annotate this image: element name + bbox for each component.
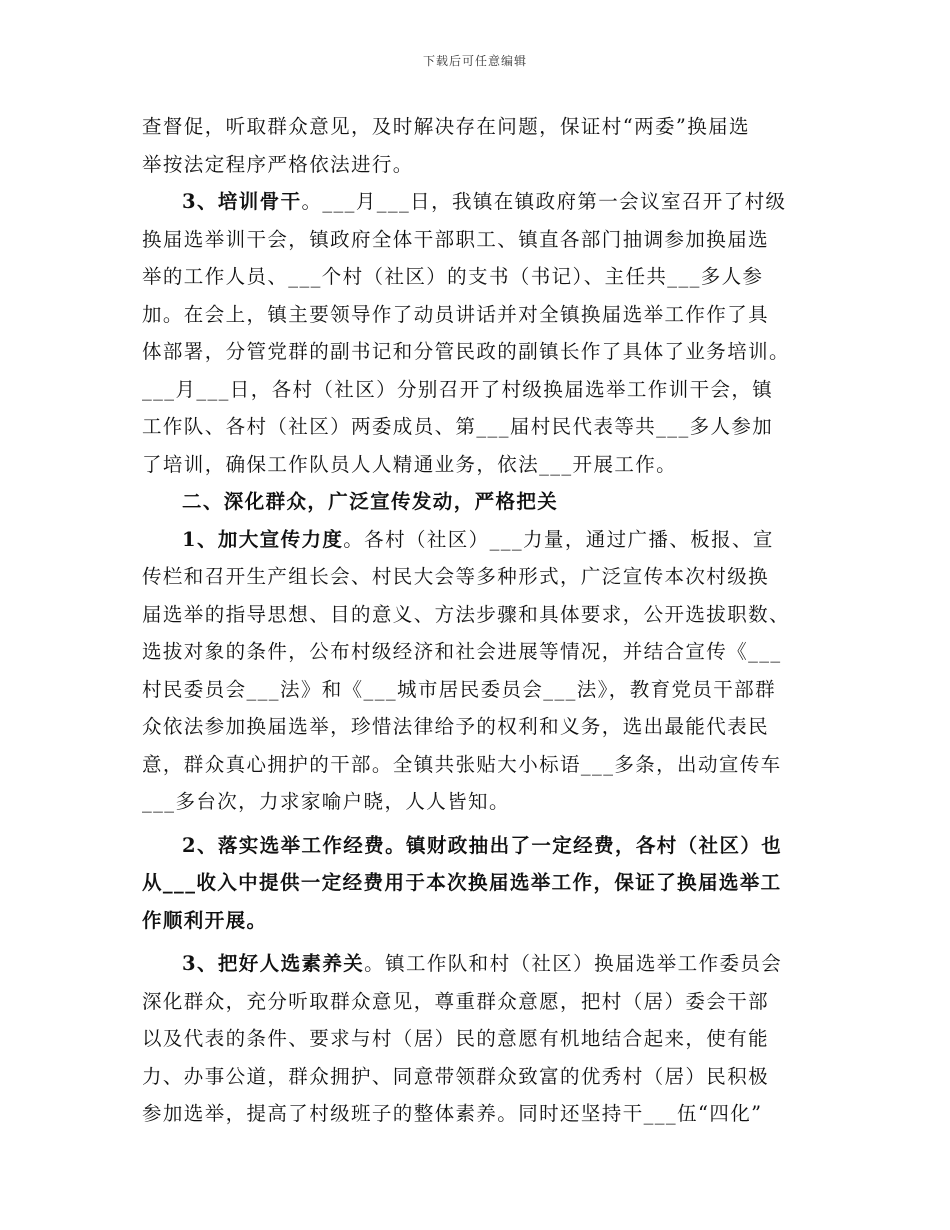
text-line bbox=[142, 146, 814, 184]
line-text: 传栏和召开生产组长会、村民大会等多种形式，广泛宣传本次村级换 bbox=[142, 565, 770, 588]
page-header: 下载后可任意编辑 bbox=[422, 54, 527, 68]
text-line bbox=[142, 108, 814, 146]
text-line bbox=[142, 1095, 814, 1133]
line-text: 从___收入中提供一定经费用于本次换届选举工作，保证了换届选举工 bbox=[142, 871, 782, 894]
line-text: 加。在会上，镇主要领导作了动员讲话并对全镇换届选举工作作了具 bbox=[142, 302, 770, 326]
line-text: 了培训，确保工作队员人人精通业务，依法___开展工作。 bbox=[142, 452, 678, 476]
line-text: 参加选举，提高了村级班子的整体素养。同时还坚持干___伍“四化” bbox=[142, 1102, 763, 1125]
line-text: 选拔对象的条件，公布村级经济和社会进展等情况，并结合宣传《___ bbox=[142, 640, 782, 663]
line-text: 届选举的指导思想、目的意义、方法步骤和具体要求，公开选拔职数、 bbox=[142, 602, 790, 626]
line-text: ___月___日，各村（社区）分别召开了村级换届选举工作训干会，镇 bbox=[142, 377, 774, 401]
line-text: 。各村（社区）___力量，通过广播、板报、宣 bbox=[343, 527, 774, 551]
text-line bbox=[142, 633, 814, 671]
text-line bbox=[142, 521, 814, 559]
text-line bbox=[142, 783, 814, 821]
line-text: 查督促，听取群众意见，及时解决存在问题，保证村“两委”换届选 bbox=[142, 115, 750, 138]
text-line bbox=[142, 371, 814, 409]
line-text: 意，群众真心拥护的干部。全镇共张贴大小标语___多条，出动宣传车 bbox=[142, 752, 782, 776]
line-text: 换届选举训干会，镇政府全体干部职工、镇直各部门抽调参加换届选 bbox=[142, 227, 770, 251]
text-line bbox=[142, 902, 814, 940]
text-line bbox=[142, 296, 814, 334]
line-text: 深化群众，充分听取群众意见，尊重群众意愿，把村（居）委会干部 bbox=[142, 989, 770, 1013]
text-line bbox=[142, 333, 814, 371]
line-lead: 1、加大宣传力度 bbox=[182, 527, 344, 551]
text-line bbox=[142, 446, 814, 484]
text-line bbox=[142, 746, 814, 784]
text-line bbox=[142, 596, 814, 634]
line-text: 作顺利开展。 bbox=[142, 908, 268, 932]
text-line bbox=[142, 983, 814, 1021]
text-line bbox=[142, 708, 814, 746]
line-text: ___多台次，力求家喻户晓，人人皆知。 bbox=[142, 790, 510, 813]
line-text: 举的工作人员、___个村（社区）的支书（书记）、主任共___多人参 bbox=[142, 265, 764, 288]
line-lead: 3、培训骨干 bbox=[182, 190, 302, 213]
text-line bbox=[142, 183, 814, 221]
text-line bbox=[142, 483, 814, 521]
text-line bbox=[142, 258, 814, 296]
text-line bbox=[142, 864, 814, 902]
line-text: 力、办事公道，群众拥护、同意带领群众致富的优秀村（居）民积极 bbox=[142, 1064, 770, 1088]
text-line bbox=[142, 671, 814, 709]
text-line bbox=[142, 827, 814, 865]
line-text: 。___月___日，我镇在镇政府第一会议室召开了村级 bbox=[301, 190, 787, 213]
line-text: 举按法定程序严格依法进行。 bbox=[142, 152, 414, 176]
line-text: 2、落实选举工作经费。镇财政抽出了一定经费，各村（社区）也 bbox=[182, 833, 783, 857]
line-text: 。镇工作队和村（社区）换届选举工作委员会 bbox=[364, 952, 783, 975]
line-text: 众依法参加换届选举，珍惜法律给予的权利和义务，选出最能代表民 bbox=[142, 715, 770, 738]
text-line bbox=[142, 558, 814, 596]
text-line bbox=[142, 1020, 814, 1058]
text-line bbox=[142, 221, 814, 259]
line-text: 工作队、各村（社区）两委成员、第___届村民代表等共___多人参加 bbox=[142, 415, 774, 438]
text-line bbox=[142, 408, 814, 446]
text-line bbox=[142, 1058, 814, 1096]
document-body bbox=[142, 108, 814, 1133]
line-lead: 3、把好人选素养关 bbox=[182, 952, 365, 975]
line-text: 村民委员会___法》和《___城市居民委员会___法》，教育党员干部群 bbox=[142, 677, 777, 701]
text-line bbox=[142, 945, 814, 983]
line-text: 二、深化群众，广泛宣传发动，严格把关 bbox=[182, 490, 559, 513]
line-text: 体部署，分管党群的副书记和分管民政的副镇长作了具体了业务培训。 bbox=[142, 340, 790, 363]
line-text: 以及代表的条件、要求与村（居）民的意愿有机地结合起来，使有能 bbox=[142, 1027, 770, 1050]
